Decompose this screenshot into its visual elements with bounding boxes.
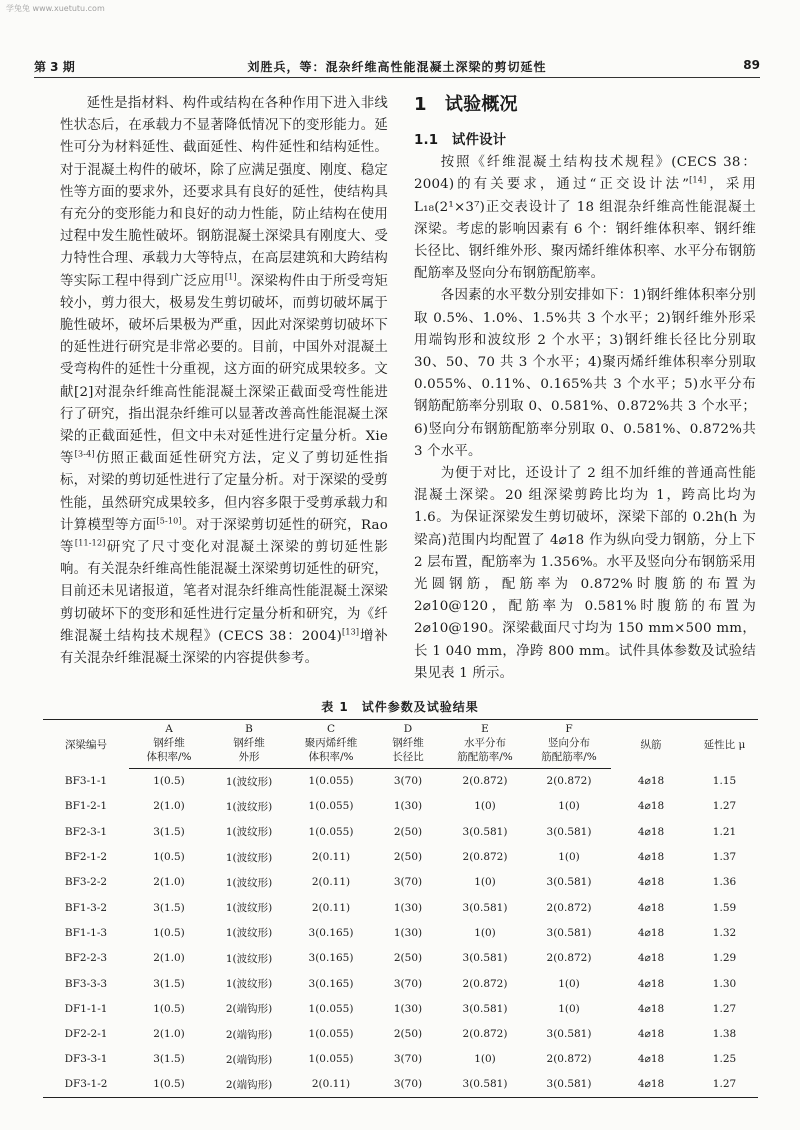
cell-pp-fiber-volume: 3(0.165) xyxy=(308,977,354,990)
cell-pp-fiber-volume: 1(0.055) xyxy=(308,1028,354,1041)
citation: [11-12] xyxy=(74,538,106,548)
cell-beam-id: BF3-3-3 xyxy=(64,977,108,990)
cell-steel-fiber-volume: 2(1.0) xyxy=(153,1028,185,1041)
cell-vertical-ratio: 3(0.581) xyxy=(527,1072,611,1097)
header-b-line1: 钢纤维 xyxy=(233,737,265,749)
header-b-line2: 外形 xyxy=(209,750,289,769)
cell-pp-fiber-volume: 2(0.11) xyxy=(311,901,351,914)
cell-longitudinal-rebar: 4⌀18 xyxy=(637,901,665,914)
cell-beam-id: DF2-2-1 xyxy=(64,1028,108,1041)
cell-beam-id: BF1-3-2 xyxy=(64,901,108,914)
design-paragraph-2: 各因素的水平数分别安排如下：1)钢纤维体积率分别取 0.5%、1.0%、1.5%共 3 个水平；2)钢纤维外形采用端钩形和波纹形 2 个水平；3)钢纤维长径比分别取 30、50、70 共 3 个水平；4)聚丙烯纤维体积率分别取 0.055%、0.11%、0.165%共 3 个水平；5)水平分布钢筋配筋率分别取 0、0.581%、0.872%共 3 个水平；6)竖向分布钢筋配筋率分别取 0、0.581%、0.872%共 3 个水平。 xyxy=(414,288,756,459)
cell-pp-fiber-volume: 1(0.055) xyxy=(308,1053,354,1066)
watermark: 学兔兔 www.xuetutu.com xyxy=(6,4,105,13)
citation: [1] xyxy=(224,272,237,282)
subsection-heading: 1.1 试件设计 xyxy=(414,133,507,148)
cell-vertical-ratio: 2(0.872) xyxy=(546,1053,592,1066)
table-row xyxy=(43,996,758,1021)
cell-ductility-ratio: 1.25 xyxy=(712,1053,737,1066)
table-row xyxy=(43,794,758,819)
cell-beam-id: BF2-1-2 xyxy=(64,851,108,864)
cell-longitudinal-rebar: 4⌀18 xyxy=(637,977,665,990)
cell-steel-fiber-volume: 3(1.5) xyxy=(153,977,185,990)
cell-horizontal-ratio: 2(0.872) xyxy=(462,851,508,864)
cell-steel-fiber-volume: 1(0.5) xyxy=(153,1002,185,1015)
header-f-line2: 筋配筋率/% xyxy=(527,750,611,769)
cell-ductility-ratio: 1.32 xyxy=(712,926,737,939)
citation: [3-4] xyxy=(74,449,95,459)
header-a-line1: 钢纤维 xyxy=(153,737,185,749)
cell-steel-fiber-shape: 1(波纹形) xyxy=(225,902,273,915)
cell-steel-fiber-shape: 1(波纹形) xyxy=(225,851,273,864)
table-row xyxy=(43,946,758,971)
cell-pp-fiber-volume: 1(0.055) xyxy=(308,825,354,838)
cell-aspect-ratio: 2(50) xyxy=(393,851,423,864)
cell-beam-id: BF2-3-1 xyxy=(64,825,108,838)
table-row xyxy=(43,1047,758,1072)
cell-ductility-ratio: 1.27 xyxy=(712,1002,737,1015)
running-title: 刘胜兵，等：混杂纤维高性能混凝土深梁的剪切延性 xyxy=(247,60,547,74)
cell-ductility-ratio: 1.59 xyxy=(712,901,737,914)
table-row xyxy=(43,844,758,869)
cell-horizontal-ratio: 2(0.872) xyxy=(462,977,508,990)
cell-steel-fiber-volume: 2(1.0) xyxy=(153,800,185,813)
table-row xyxy=(43,819,758,844)
header-d-line1: 钢纤维 xyxy=(392,737,424,749)
intro-paragraph-1: 延性是指材料、构件或结构在各种作用下进入非线性状态后，在承载力不显著降低情况下的变形能力。延性可分为材料延性、截面延性、构件延性和结构延性。对于混凝土构件的破坏，除了应满足强度、刚度、稳定性等方面的要求外，还要求具有良好的延性，使结构具有充分的变形能力和良好的动力性能，防止结构在使用过程中发生脆性破坏。钢筋混凝土深梁具有刚度大、受力特性合理、承载力大等特点，在高层建筑和大跨结构等实际工程中得到广泛应用[1]。深梁构件由于所受弯矩较小，剪力很大，极易发生剪切破坏，而剪切破坏属于脆性破坏，破坏后果极为严重，因此对深梁剪切破坏下的延性进行研究是非常必要的。目前，中国外对混凝土受弯构件的延性十分重视，这方面的研究成果较多。文献[2]对混杂纤维高性能混凝土深梁正截面受弯性能进行了研究，指出混杂纤维可以显著改善高性能混凝土深梁的正截面延性，但文中未对延性进行定量分析。Xie 等[3-4]仿照正截面延性研究方法，定义了剪切延性指标，对梁的剪切延性进行了定量分析。对于深梁的受剪性能，虽然研究成果较多，但内容多限于受剪承载力和计算模型等方面[5-10]。对于深梁剪切延性的研究，Rao 等[11-12]研究了尺寸变化对混凝土深梁的剪切延性影响。有关混杂纤维高性能混凝土深梁剪切延性的研究，目前还未见诸报道，笔者对混杂纤维高性能混凝土深梁剪切破坏下的变形和延性进行定量分析和研究，为《纤维混凝土结构技术规程》(CECS 38：2004)[13]增补有关混杂纤维混凝土深梁的内容提供参考。 xyxy=(60,96,389,667)
table-row xyxy=(43,1072,758,1097)
cell-pp-fiber-volume: 1(0.055) xyxy=(308,775,354,788)
cell-horizontal-ratio: 2(0.872) xyxy=(462,775,508,788)
cell-horizontal-ratio: 3(0.581) xyxy=(462,1002,508,1015)
header-a-letter: A xyxy=(129,720,209,737)
header-c-line1: 聚丙烯纤维 xyxy=(304,737,358,749)
cell-aspect-ratio: 2(50) xyxy=(393,1028,423,1041)
cell-steel-fiber-shape: 1(波纹形) xyxy=(225,775,273,788)
header-rebar: 纵筋 xyxy=(611,720,691,769)
cell-vertical-ratio: 1(0) xyxy=(558,1002,580,1015)
cell-vertical-ratio: 3(0.581) xyxy=(546,926,592,939)
header-d-letter: D xyxy=(373,720,443,737)
cell-horizontal-ratio: 1(0) xyxy=(474,876,496,889)
cell-aspect-ratio: 3(70) xyxy=(393,775,423,788)
cell-ductility-ratio: 1.30 xyxy=(712,977,737,990)
cell-longitudinal-rebar: 4⌀18 xyxy=(637,775,665,788)
cell-longitudinal-rebar: 4⌀18 xyxy=(637,1028,665,1041)
header-a-line2: 体积率/% xyxy=(129,750,209,769)
cell-aspect-ratio: 2(50) xyxy=(393,952,423,965)
header-e-letter: E xyxy=(443,720,527,737)
cell-aspect-ratio: 1(30) xyxy=(393,1002,423,1015)
cell-pp-fiber-volume: 1(0.055) xyxy=(308,800,354,813)
header-f-line1: 竖向分布 xyxy=(548,737,590,749)
cell-horizontal-ratio: 3(0.581) xyxy=(462,825,508,838)
cell-beam-id: DF3-3-1 xyxy=(64,1053,108,1066)
cell-steel-fiber-shape: 1(波纹形) xyxy=(225,800,273,813)
cell-longitudinal-rebar: 4⌀18 xyxy=(637,876,665,889)
cell-steel-fiber-volume: 1(0.5) xyxy=(153,775,185,788)
cell-ductility-ratio: 1.38 xyxy=(712,1028,737,1041)
table-row xyxy=(43,971,758,996)
table-row xyxy=(43,769,758,794)
table-row xyxy=(43,895,758,920)
cell-vertical-ratio: 3(0.581) xyxy=(546,876,592,889)
design-paragraph-3: 为便于对比，还设计了 2 组不加纤维的普通高性能混凝土深梁。20 组深梁剪跨比均为 1，跨高比均为 1.6。为保证深梁发生剪切破坏，深梁下部的 0.2h(h 为梁高)范围内均配置了 4⌀18 作为纵向受力钢筋，分上下 2 层布置，配筋率为 1.356%。水平及竖向分布钢筋采用光圆钢筋，配筋率为 0.872%时腹筋的布置为 2⌀10@120，配筋率为 0.581%时腹筋的布置为 2⌀10@190。深梁截面尺寸均为 150 mm×500 mm，长 1 040 mm，净跨 800 mm。试件具体参数及试验结果见表 1 所示。 xyxy=(414,466,756,681)
header-f-letter: F xyxy=(527,720,611,737)
cell-steel-fiber-volume: 2(1.0) xyxy=(153,876,185,889)
cell-ductility-ratio: 1.36 xyxy=(712,876,737,889)
citation: [5-10] xyxy=(156,516,182,526)
cell-ductility-ratio: 1.27 xyxy=(712,800,737,813)
cell-ductility-ratio: 1.21 xyxy=(712,825,737,838)
cell-longitudinal-rebar: 4⌀18 xyxy=(637,926,665,939)
cell-pp-fiber-volume: 2(0.11) xyxy=(311,851,351,864)
cell-aspect-ratio: 3(70) xyxy=(373,1072,443,1097)
cell-steel-fiber-volume: 1(0.5) xyxy=(129,1072,209,1097)
table-caption: 表 1 试件参数及试验结果 xyxy=(321,700,479,714)
cell-aspect-ratio: 3(70) xyxy=(393,1053,423,1066)
cell-steel-fiber-shape: 2(端钩形) xyxy=(225,1003,273,1016)
cell-horizontal-ratio: 2(0.872) xyxy=(462,1028,508,1041)
cell-vertical-ratio: 2(0.872) xyxy=(546,775,592,788)
cell-ductility-ratio: 1.15 xyxy=(712,775,737,788)
header-b-letter: B xyxy=(209,720,289,737)
cell-steel-fiber-shape: 1(波纹形) xyxy=(225,978,273,991)
cell-beam-id: DF3-1-2 xyxy=(43,1072,129,1097)
cell-steel-fiber-volume: 3(1.5) xyxy=(153,1053,185,1066)
cell-horizontal-ratio: 1(0) xyxy=(474,1053,496,1066)
cell-pp-fiber-volume: 1(0.055) xyxy=(308,1002,354,1015)
citation: [14] xyxy=(689,175,707,185)
cell-vertical-ratio: 1(0) xyxy=(558,977,580,990)
cell-vertical-ratio: 3(0.581) xyxy=(546,1028,592,1041)
cell-longitudinal-rebar: 4⌀18 xyxy=(637,1002,665,1015)
cell-vertical-ratio: 1(0) xyxy=(558,851,580,864)
cell-pp-fiber-volume: 3(0.165) xyxy=(308,952,354,965)
table-row xyxy=(43,1021,758,1046)
cell-longitudinal-rebar: 4⌀18 xyxy=(637,952,665,965)
cell-steel-fiber-shape: 1(波纹形) xyxy=(225,952,273,965)
header-c-line2: 体积率/% xyxy=(289,750,373,769)
cell-longitudinal-rebar: 4⌀18 xyxy=(637,800,665,813)
cell-steel-fiber-volume: 3(1.5) xyxy=(153,825,185,838)
cell-beam-id: BF1-2-1 xyxy=(64,800,108,813)
cell-beam-id: DF1-1-1 xyxy=(64,1002,108,1015)
cell-horizontal-ratio: 3(0.581) xyxy=(462,901,508,914)
cell-steel-fiber-shape: 2(端钩形) xyxy=(225,1028,273,1041)
table-body xyxy=(43,769,758,1098)
cell-steel-fiber-volume: 3(1.5) xyxy=(153,901,185,914)
cell-beam-id: BF3-1-1 xyxy=(64,775,108,788)
header-e-line1: 水平分布 xyxy=(464,737,506,749)
cell-ductility-ratio: 1.29 xyxy=(712,952,737,965)
running-header xyxy=(34,58,760,78)
citation: [13] xyxy=(342,627,360,637)
cell-vertical-ratio: 2(0.872) xyxy=(546,952,592,965)
cell-horizontal-ratio: 1(0) xyxy=(474,800,496,813)
cell-aspect-ratio: 1(30) xyxy=(393,800,423,813)
parameters-table xyxy=(43,719,758,1098)
cell-horizontal-ratio: 3(0.581) xyxy=(443,1072,527,1097)
issue-number: 第 3 期 xyxy=(34,60,75,74)
cell-beam-id: BF3-2-2 xyxy=(64,876,108,889)
cell-steel-fiber-volume: 2(1.0) xyxy=(153,952,185,965)
cell-steel-fiber-shape: 2(端钩形) xyxy=(225,1053,273,1066)
cell-longitudinal-rebar: 4⌀18 xyxy=(637,851,665,864)
cell-steel-fiber-shape: 1(波纹形) xyxy=(225,876,273,889)
cell-vertical-ratio: 1(0) xyxy=(558,800,580,813)
cell-aspect-ratio: 2(50) xyxy=(393,825,423,838)
cell-horizontal-ratio: 1(0) xyxy=(474,926,496,939)
cell-longitudinal-rebar: 4⌀18 xyxy=(611,1072,691,1097)
cell-horizontal-ratio: 3(0.581) xyxy=(462,952,508,965)
cell-pp-fiber-volume: 2(0.11) xyxy=(311,876,351,889)
table-row xyxy=(43,870,758,895)
header-d-line2: 长径比 xyxy=(373,750,443,769)
cell-pp-fiber-volume: 3(0.165) xyxy=(308,926,354,939)
table-row xyxy=(43,920,758,945)
cell-longitudinal-rebar: 4⌀18 xyxy=(637,1053,665,1066)
design-paragraph-1: 按照《纤维混凝土结构技术规程》(CECS 38：2004)的有关要求，通过“正交设计法”[14]，采用 L₁₈(2¹×3⁷)正交表设计了 18 组混杂纤维高性能混凝土深梁。考虑的影响因素有 6 个：钢纤维体积率、钢纤维长径比、钢纤维外形、聚丙烯纤维体积率、水平分布钢筋配筋率及竖向分布钢筋配筋率。 xyxy=(414,155,756,282)
header-beam-id: 深梁编号 xyxy=(43,720,129,769)
cell-steel-fiber-shape: 2(端钩形) xyxy=(209,1072,289,1097)
cell-longitudinal-rebar: 4⌀18 xyxy=(637,825,665,838)
header-e-line2: 筋配筋率/% xyxy=(443,750,527,769)
cell-steel-fiber-shape: 1(波纹形) xyxy=(225,826,273,839)
right-column xyxy=(414,93,756,685)
cell-beam-id: BF1-1-3 xyxy=(64,926,108,939)
section-heading: 1 试验概况 xyxy=(414,94,518,115)
cell-pp-fiber-volume: 2(0.11) xyxy=(289,1072,373,1097)
cell-steel-fiber-shape: 1(波纹形) xyxy=(225,927,273,940)
page-number: 89 xyxy=(743,58,760,72)
cell-vertical-ratio: 2(0.872) xyxy=(546,901,592,914)
cell-aspect-ratio: 3(70) xyxy=(393,876,423,889)
cell-ductility-ratio: 1.27 xyxy=(691,1072,758,1097)
cell-steel-fiber-volume: 1(0.5) xyxy=(153,926,185,939)
left-column xyxy=(60,93,388,670)
cell-ductility-ratio: 1.37 xyxy=(712,851,737,864)
cell-aspect-ratio: 1(30) xyxy=(393,926,423,939)
header-ductility: 延性比 μ xyxy=(691,720,758,769)
cell-beam-id: BF2-2-3 xyxy=(64,952,108,965)
header-c-letter: C xyxy=(289,720,373,737)
cell-vertical-ratio: 3(0.581) xyxy=(546,825,592,838)
cell-steel-fiber-volume: 1(0.5) xyxy=(153,851,185,864)
cell-aspect-ratio: 3(70) xyxy=(393,977,423,990)
cell-aspect-ratio: 1(30) xyxy=(393,901,423,914)
